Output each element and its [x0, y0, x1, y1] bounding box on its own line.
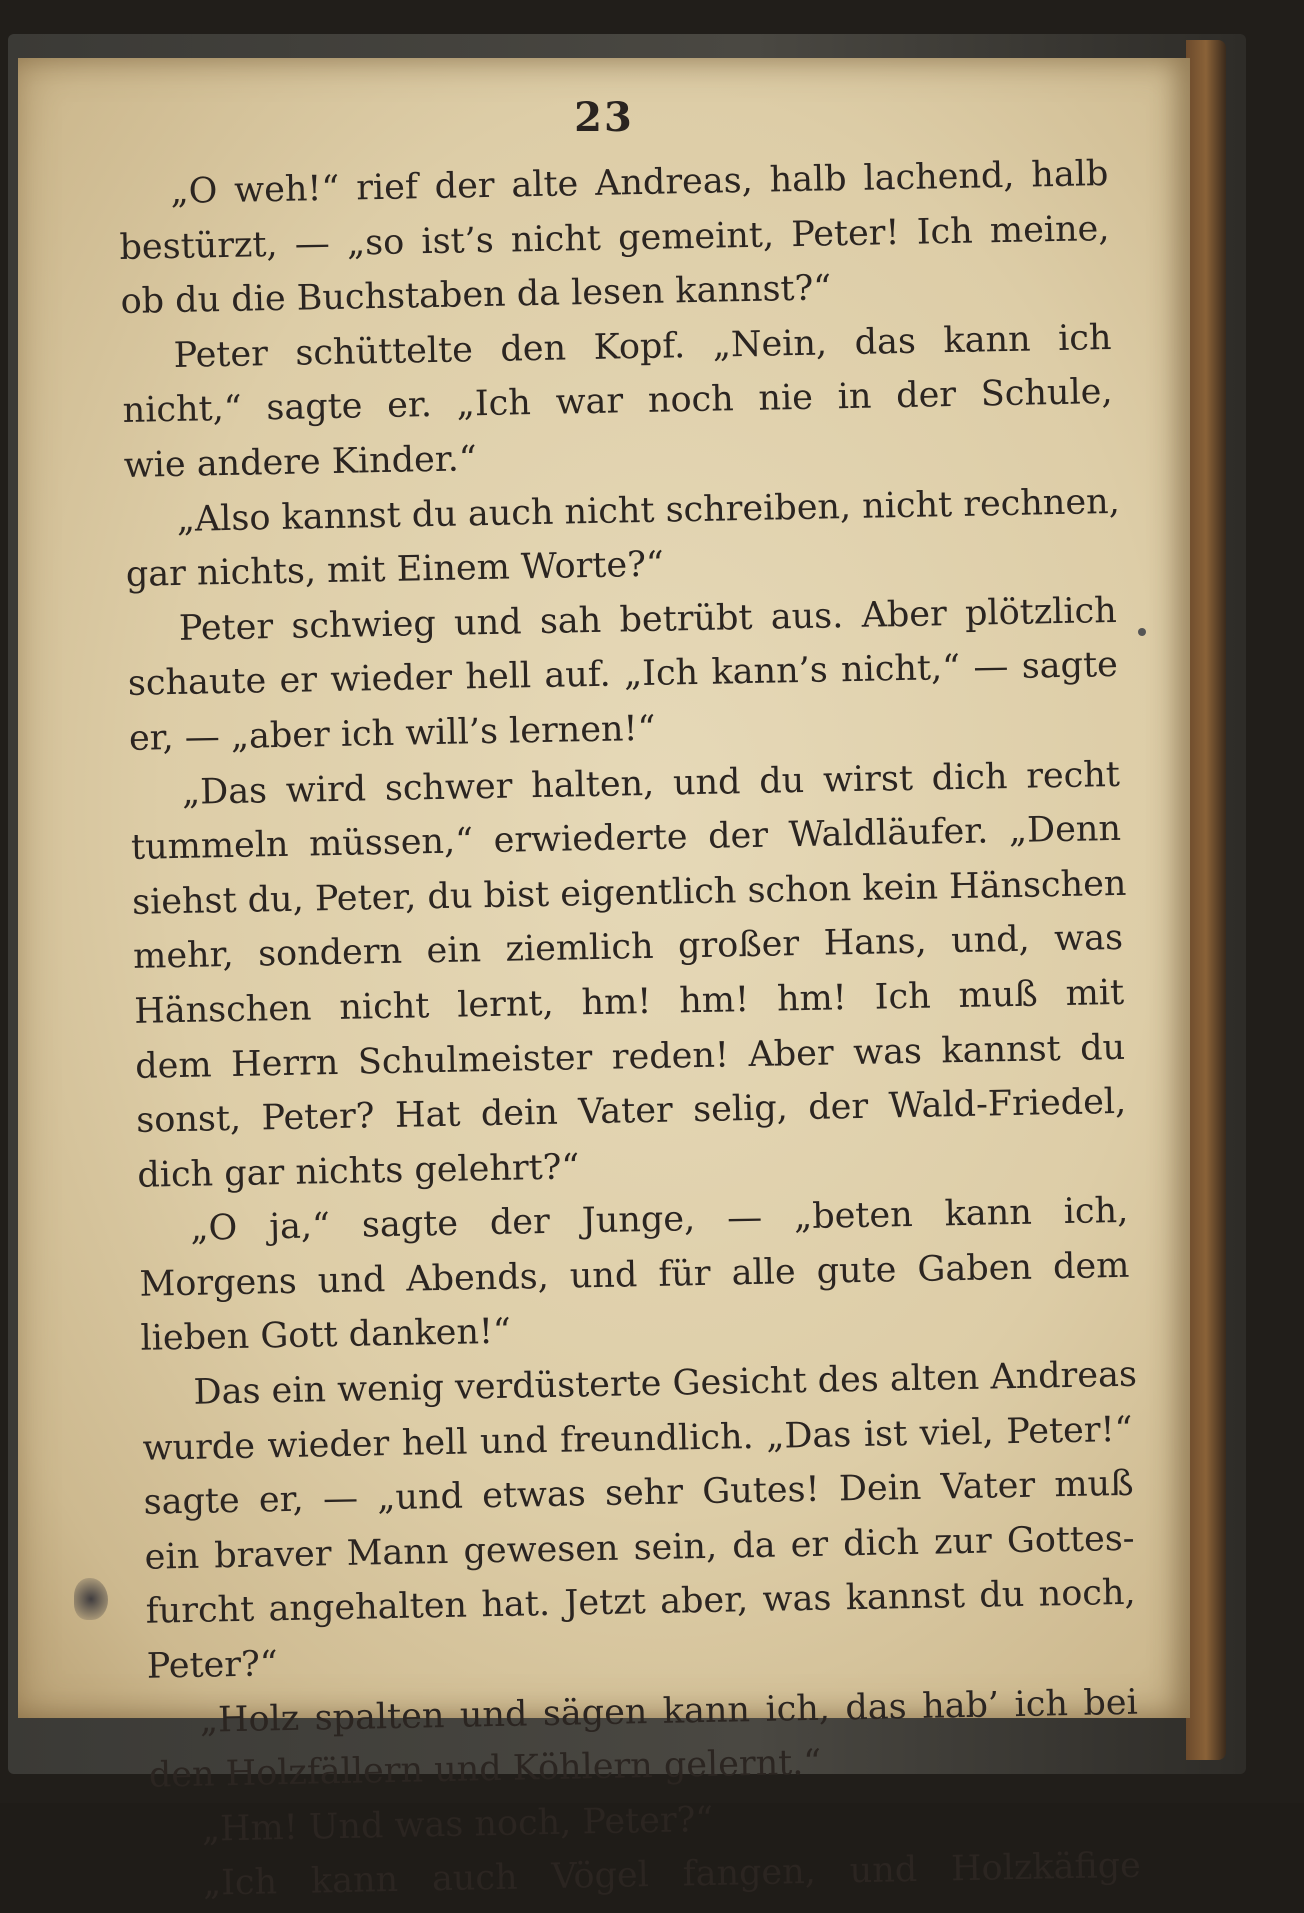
text-line: sagte er, — „und etwas sehr Gutes! Dein Vater muß — [143, 1464, 1134, 1523]
text-line: bestürzt, — „so ist’s nicht gemeint, Peter! Ich meine, — [119, 208, 1110, 268]
text-line: Peter schüttelte den Kopf. „Nein, das kann ich — [173, 317, 1112, 376]
text-line: lieben Gott danken!“ — [140, 1312, 512, 1360]
text-line: siehst du, Peter, du bist eigentlich schon kein Hänschen — [131, 863, 1127, 923]
text-line: „Hm! Und was noch, Peter?“ — [201, 1799, 714, 1850]
text-line: ein braver Mann gewesen sein, da er dich zur Gottes- — [144, 1518, 1135, 1578]
text-line: Peter schwieg und sah betrübt aus. Aber plötzlich — [178, 590, 1118, 649]
book-page — [18, 58, 1190, 1905]
text-line: Peter?“ — [146, 1644, 279, 1687]
text-line: nicht,“ sagte er. „Ich war noch nie in der Schule, — [122, 372, 1113, 432]
text-line: „Das wird schwer halten, und du wirst dich recht — [181, 754, 1121, 813]
text-line: „O ja,“ sagte der Junge, — „beten kann ich, — [190, 1191, 1129, 1250]
text-line: „O weh!“ rief der alte Andreas, halb lachend, halb — [170, 153, 1109, 212]
text-line: gar nichts, mit Einem Worte?“ — [125, 544, 665, 596]
ink-smudge — [74, 1578, 108, 1620]
text-line: wie andere Kinder.“ — [123, 439, 478, 486]
text-line: Das ein wenig verdüsterte Gesicht des alten Andreas — [193, 1354, 1138, 1413]
text-line: tummeln müssen,“ erwiederte der Waldläufer. „Denn — [130, 808, 1122, 868]
body-text — [118, 147, 1141, 1913]
text-line: sonst, Peter? Hat dein Vater selig, der Wald-Friedel, — [135, 1081, 1127, 1141]
book-spine-edge — [1186, 40, 1226, 1760]
text-line: Hänschen nicht lernt, hm! hm! hm! Ich muß mit — [133, 972, 1125, 1032]
text-line: den Holzfällern und Köhlern gelernt.“ — [148, 1743, 822, 1796]
text-line: Morgens und Abends, und für alle gute Gaben dem — [139, 1245, 1130, 1305]
text-line: schaute er wieder hell auf. „Ich kann’s nicht,“ — sagte — [127, 645, 1119, 705]
text-line: ob du die Buchstaben da lesen kannst?“ — [120, 268, 832, 323]
text-line: dem Herrn Schulmeister reden! Aber was kannst du — [134, 1027, 1126, 1087]
speck — [1138, 628, 1146, 636]
text-line: „Ich kann auch Vögel fangen, und Holzkäfige — [202, 1846, 1142, 1905]
text-line: „Holz spalten und sägen kann ich, das hab’ ich bei — [199, 1682, 1139, 1741]
text-line: wurde wieder hell und freundlich. „Das ist viel, Peter!“ — [142, 1409, 1133, 1469]
page-number: 23 — [574, 94, 634, 141]
text-line: dich gar nichts gelehrt?“ — [136, 1147, 580, 1196]
text-line: „Also kannst du auch nicht schreiben, nicht rechnen, — [176, 481, 1121, 540]
text-line: mehr, sondern ein ziemlich großer Hans, und, was — [132, 918, 1124, 978]
text-line: er, — „aber ich will’s lernen!“ — [128, 708, 656, 759]
text-line: furcht angehalten hat. Jetzt aber, was kannst du noch, — [145, 1573, 1136, 1633]
